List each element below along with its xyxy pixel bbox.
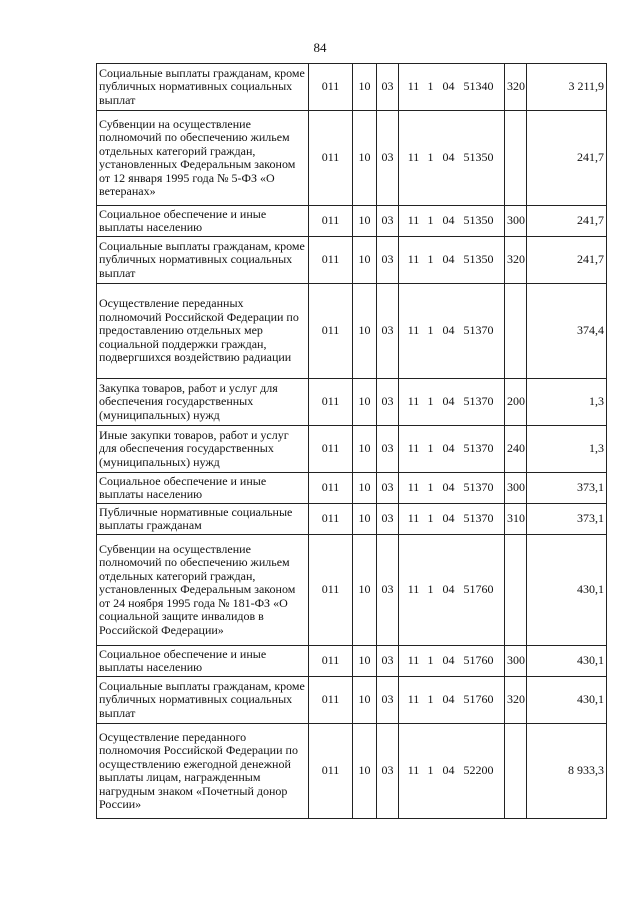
table-row (97, 64, 607, 111)
target-article-part: 1 (427, 582, 434, 597)
table-row (97, 473, 607, 504)
row-name-cell: Публичные нормативные социальные выплаты гражданам (97, 504, 309, 535)
grbs-cell: 011 (309, 535, 353, 646)
target-article-part: 04 (442, 213, 455, 228)
table-row (97, 646, 607, 677)
amount-cell: 374,4 (527, 284, 607, 379)
target-article-part: 04 (442, 394, 455, 409)
table-row (97, 535, 607, 646)
amount-cell: 241,7 (527, 237, 607, 284)
amount-cell: 3 211,9 (527, 64, 607, 111)
grbs-cell: 011 (309, 111, 353, 206)
grbs-cell: 011 (309, 473, 353, 504)
target-article-part: 11 (407, 252, 420, 267)
target-article-part: 1 (427, 480, 434, 495)
amount-cell: 8 933,3 (527, 724, 607, 819)
section-cell: 10 (353, 206, 377, 237)
expense-type-cell: 320 (505, 237, 527, 284)
grbs-cell: 011 (309, 64, 353, 111)
target-article-part: 1 (427, 511, 434, 526)
table-body (97, 64, 607, 819)
target-article-part: 11 (407, 394, 420, 409)
row-name-cell: Социальные выплаты гражданам, кроме публичных нормативных социальных выплат (97, 677, 309, 724)
target-article-part: 1 (427, 763, 434, 778)
row-name-cell: Осуществление переданных полномочий Российской Федерации по предоставлению отдельных мер социальной поддержки граждан, подвергшихся воздействию радиации (97, 284, 309, 379)
section-cell: 10 (353, 111, 377, 206)
table-row (97, 724, 607, 819)
section-cell: 10 (353, 646, 377, 677)
target-article-cell (399, 379, 505, 426)
target-article-part: 51760 (463, 653, 494, 668)
grbs-cell: 011 (309, 677, 353, 724)
subsection-cell: 03 (377, 426, 399, 473)
table-row (97, 426, 607, 473)
amount-cell: 430,1 (527, 646, 607, 677)
target-article-part: 11 (407, 763, 420, 778)
section-cell: 10 (353, 535, 377, 646)
amount-cell: 430,1 (527, 677, 607, 724)
grbs-cell: 011 (309, 379, 353, 426)
subsection-cell: 03 (377, 535, 399, 646)
target-article-part: 51760 (463, 582, 494, 597)
target-article-part: 11 (407, 582, 420, 597)
target-article-part: 1 (427, 653, 434, 668)
target-article-part: 1 (427, 252, 434, 267)
row-name-cell: Закупка товаров, работ и услуг для обеспечения государственных (муниципальных) нужд (97, 379, 309, 426)
expense-type-cell: 300 (505, 473, 527, 504)
section-cell: 10 (353, 284, 377, 379)
target-article-cell (399, 535, 505, 646)
expense-type-cell: 300 (505, 206, 527, 237)
target-article-part: 1 (427, 441, 434, 456)
grbs-cell: 011 (309, 426, 353, 473)
section-cell: 10 (353, 426, 377, 473)
amount-cell: 373,1 (527, 504, 607, 535)
grbs-cell: 011 (309, 237, 353, 284)
row-name-cell: Социальное обеспечение и иные выплаты населению (97, 473, 309, 504)
grbs-cell: 011 (309, 504, 353, 535)
subsection-cell: 03 (377, 677, 399, 724)
section-cell: 10 (353, 473, 377, 504)
target-article-cell (399, 504, 505, 535)
table-row (97, 677, 607, 724)
section-cell: 10 (353, 64, 377, 111)
expense-type-cell: 200 (505, 379, 527, 426)
table-row (97, 237, 607, 284)
target-article-part: 11 (407, 213, 420, 228)
target-article-cell (399, 111, 505, 206)
expense-type-cell (505, 284, 527, 379)
target-article-cell (399, 677, 505, 724)
table-row (97, 284, 607, 379)
target-article-part: 04 (442, 79, 455, 94)
subsection-cell: 03 (377, 284, 399, 379)
expense-type-cell: 320 (505, 677, 527, 724)
target-article-part: 1 (427, 213, 434, 228)
subsection-cell: 03 (377, 111, 399, 206)
target-article-part: 51760 (463, 692, 494, 707)
target-article-part: 04 (442, 653, 455, 668)
table-row (97, 504, 607, 535)
section-cell: 10 (353, 379, 377, 426)
target-article-part: 51350 (463, 150, 494, 165)
target-article-cell (399, 64, 505, 111)
row-name-cell: Социальные выплаты гражданам, кроме публичных нормативных социальных выплат (97, 64, 309, 111)
target-article-part: 11 (407, 692, 420, 707)
row-name-cell: Социальное обеспечение и иные выплаты населению (97, 646, 309, 677)
target-article-part: 51370 (463, 441, 494, 456)
amount-cell: 241,7 (527, 111, 607, 206)
row-name-cell: Осуществление переданного полномочия Российской Федерации по осуществлению ежегодной денежной выплаты лицам, награжденным нагрудным знаком «Почетный донор России» (97, 724, 309, 819)
target-article-part: 52200 (463, 763, 494, 778)
table-row (97, 379, 607, 426)
target-article-part: 11 (407, 441, 420, 456)
target-article-part: 51370 (463, 511, 494, 526)
amount-cell: 430,1 (527, 535, 607, 646)
target-article-part: 1 (427, 79, 434, 94)
row-name-cell: Субвенции на осуществление полномочий по обеспечению жильем отдельных категорий граждан, установленных Федеральным законом от 12 января 1995 года № 5-ФЗ «О ветеранах» (97, 111, 309, 206)
target-article-part: 11 (407, 79, 420, 94)
target-article-cell (399, 724, 505, 819)
expense-type-cell: 240 (505, 426, 527, 473)
section-cell: 10 (353, 677, 377, 724)
target-article-part: 04 (442, 252, 455, 267)
target-article-part: 51370 (463, 480, 494, 495)
grbs-cell: 011 (309, 724, 353, 819)
expense-type-cell (505, 111, 527, 206)
section-cell: 10 (353, 237, 377, 284)
target-article-part: 1 (427, 150, 434, 165)
target-article-part: 04 (442, 582, 455, 597)
grbs-cell: 011 (309, 284, 353, 379)
target-article-part: 11 (407, 653, 420, 668)
target-article-cell (399, 473, 505, 504)
target-article-cell (399, 284, 505, 379)
target-article-part: 04 (442, 150, 455, 165)
subsection-cell: 03 (377, 237, 399, 284)
expense-type-cell (505, 724, 527, 819)
table-row (97, 111, 607, 206)
subsection-cell: 03 (377, 473, 399, 504)
expense-type-cell: 310 (505, 504, 527, 535)
target-article-part: 11 (407, 480, 420, 495)
target-article-part: 04 (442, 441, 455, 456)
target-article-part: 04 (442, 480, 455, 495)
amount-cell: 1,3 (527, 379, 607, 426)
target-article-part: 51370 (463, 394, 494, 409)
target-article-cell (399, 426, 505, 473)
grbs-cell: 011 (309, 206, 353, 237)
target-article-part: 51350 (463, 213, 494, 228)
subsection-cell: 03 (377, 646, 399, 677)
subsection-cell: 03 (377, 504, 399, 535)
target-article-part: 04 (442, 692, 455, 707)
table-row (97, 206, 607, 237)
target-article-part: 1 (427, 323, 434, 338)
target-article-part: 11 (407, 323, 420, 338)
target-article-part: 51350 (463, 252, 494, 267)
budget-table (96, 63, 607, 819)
page-number: 84 (313, 40, 327, 55)
section-cell: 10 (353, 724, 377, 819)
target-article-cell (399, 646, 505, 677)
amount-cell: 373,1 (527, 473, 607, 504)
expense-type-cell: 320 (505, 64, 527, 111)
target-article-cell (399, 237, 505, 284)
subsection-cell: 03 (377, 64, 399, 111)
subsection-cell: 03 (377, 379, 399, 426)
expense-type-cell (505, 535, 527, 646)
target-article-part: 11 (407, 150, 420, 165)
expense-type-cell: 300 (505, 646, 527, 677)
amount-cell: 241,7 (527, 206, 607, 237)
section-cell: 10 (353, 504, 377, 535)
subsection-cell: 03 (377, 206, 399, 237)
target-article-part: 04 (442, 323, 455, 338)
subsection-cell: 03 (377, 724, 399, 819)
target-article-part: 04 (442, 763, 455, 778)
target-article-part: 51370 (463, 323, 494, 338)
target-article-part: 1 (427, 394, 434, 409)
row-name-cell: Социальные выплаты гражданам, кроме публичных нормативных социальных выплат (97, 237, 309, 284)
target-article-cell (399, 206, 505, 237)
target-article-part: 11 (407, 511, 420, 526)
grbs-cell: 011 (309, 646, 353, 677)
row-name-cell: Иные закупки товаров, работ и услуг для обеспечения государственных (муниципальных) нужд (97, 426, 309, 473)
target-article-part: 04 (442, 511, 455, 526)
amount-cell: 1,3 (527, 426, 607, 473)
row-name-cell: Социальное обеспечение и иные выплаты населению (97, 206, 309, 237)
row-name-cell: Субвенции на осуществление полномочий по обеспечению жильем отдельных категорий граждан, установленных Федеральным законом от 24 ноября 1995 года № 181-ФЗ «О социальной защите инвалидов в Российской Федерации» (97, 535, 309, 646)
target-article-part: 51340 (463, 79, 494, 94)
target-article-part: 1 (427, 692, 434, 707)
